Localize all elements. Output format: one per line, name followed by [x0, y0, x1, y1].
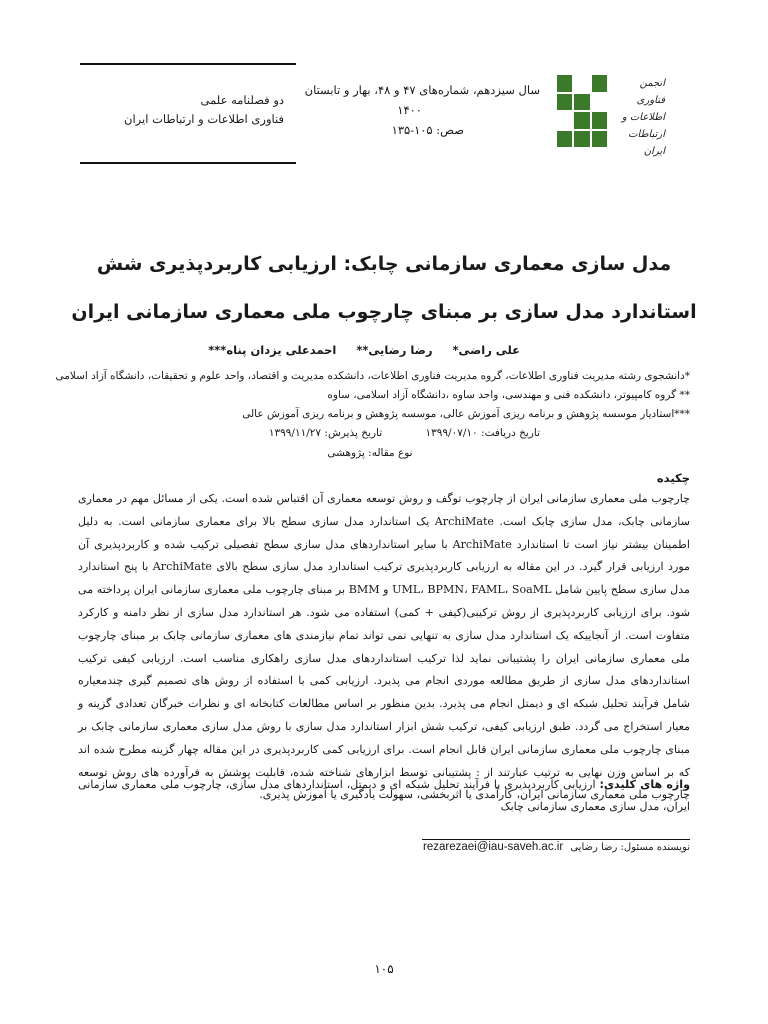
author-3: احمدعلی یزدان پناه*** — [208, 343, 337, 357]
logo-grid-icon — [557, 75, 607, 147]
affiliation-3: ***استادیار موسسه پژوهش و برنامه ریزی آموزش عالی، موسسه پژوهش و برنامه ریزی آموزش عالی — [242, 408, 690, 420]
corresponding-author-label: نویسنده مسئول: رضا رضایی — [570, 842, 690, 853]
author-1: علی راضی* — [452, 343, 520, 357]
issue-info — [300, 80, 540, 140]
affiliation-1: *دانشجوی رشته مدیریت فناوری اطلاعات، گروه مدیریت فناوری اطلاعات، دانشکده مدیریت و اقتصاد، واحد علوم و تحقیقات، دانشگاه آزاد اسلامی — [55, 370, 690, 382]
journal-type: دو فصلنامه علمی — [200, 93, 284, 107]
issue-year: ۱۴۰۰ — [397, 103, 422, 117]
keywords-label: واژه های کلیدی: — [599, 778, 691, 791]
received-date: تاریخ دریافت: ۱۳۹۹/۰۷/۱۰ — [425, 427, 540, 439]
page-number: ۱۰۵ — [374, 962, 394, 976]
page-range: صص: ۱۰۵-۱۳۵ — [391, 123, 464, 137]
footnote-rule — [422, 839, 690, 840]
journal-name: فناوری اطلاعات و ارتباطات ایران — [124, 112, 284, 126]
issue-line: سال سیزدهم، شماره‌های ۴۷ و ۴۸، بهار و تابستان — [304, 83, 540, 97]
keywords — [78, 774, 690, 818]
abstract-heading: چکیده — [656, 471, 690, 485]
author-list — [80, 343, 520, 357]
abstract-text: چارچوب ملی معماری سازمانی ایران از چارچوب توگف و روش توسعه معماری آن اقتباس شده است. یکی از مسائل مهم در معماری سازمانی چابک، مدل سازی چابک است. ArchiMate یک استاندارد مدل سازی سطح بالا برای معماری سازمانی است. به دلیل اطمینان بیشتر نیاز است تا استاندارد ArchiMate با سایر استانداردهای مدل سازی سطح تفصیلی ترکیب شده و کاربردپذیری آن مورد ارزیابی قرار گیرد. در این مقاله به ارزیابی کاربردپذیری ترکیب استاندارد مدل سازی سطح بالای ArchiMate با پنج استاندارد مدل سازی سطح پایین شامل UML، BPMN، FAML، SoaML و BMM بر مبنای چارچوب ملی معماری سازمانی ایران پرداخته می شود. برای ارزیابی کاربردپذیری از روش ترکیبی(کیفی + کمی) استفاده می شود. هر استاندارد مدل سازی از نظر دامنه و کارکرد متفاوت است. از آنجاییکه یک استاندارد مدل سازی به تنهایی نمی تواند تمام نیازمندی های معماری سازمانی چابک بر مبنای چارچوب ملی معماری سازمانی ایران را پشتیبانی نماید لذا ترکیب استانداردهای مدل سازی راهکاری مناسب است. ارزیابی کیفی ترکیب استانداردهای مدل سازی از طریق مطالعه موردی انجام می پذیرد. ارزیابی کمی با استفاده از روش های تصمیم گیری چندمعیاره شامل فرآیند تحلیل شبکه ای و دیمتل انجام می پذیرد. بدین منظور بر اساس مطالعات کتابخانه ای و نظرات خبرگان تعدادی گزینه و معیار استخراج می گردد. طبق ارزیابی کیفی، ترکیب شش ابزار استاندارد مدل سازی با روش مدل سازی معماری سازمانی چابک بر مبنای چارچوب ملی معماری سازمانی ایران قابل انجام است. برای ارزیابی کمی کاربردپذیری در این مقاله چهار گزینه مطرح شده اند که بر اساس وزن نهایی به ترتیب عبارتند از : پشتیبانی توسط ابزارهای شناخته شده، قابلیت پوشش به فرآورده های روش توسعه چارچوب ملی معماری سازمانی ایران، کارآمدی یا اثربخشی، سهولت یادگیری یا آموزش پذیری. — [78, 492, 690, 802]
accepted-date: تاریخ پذیرش: ۱۳۹۹/۱۱/۲۷ — [268, 427, 383, 439]
affiliation-2: ** گروه کامپیوتر، دانشکده فنی و مهندسی، واحد ساوه ،دانشگاه آزاد اسلامی، ساوه — [327, 389, 690, 401]
corresponding-author — [330, 841, 690, 853]
paper-title — [60, 240, 708, 336]
keywords-text: ارزیابی کاربردپذیری با فرآیند تحلیل شبکه ای و دیمتل، استانداردهای مدل سازی، چارچوب ملی معماری سازمانی ایران، مدل سازی معماری سازمانی چابک — [78, 778, 690, 813]
logo-wordmark: انجمن فناوری اطلاعات و ارتباطات ایران — [621, 78, 665, 157]
title-line-1: مدل سازی معماری سازمانی چابک: ارزیابی کاربردپذیری شش — [96, 253, 672, 275]
submission-dates — [200, 427, 540, 439]
society-logo — [557, 75, 665, 157]
author-2: رضا رضایی** — [356, 343, 433, 357]
author-email[interactable]: rezarezaei@iau-saveh.ac.ir — [423, 841, 564, 853]
title-line-2: استاندارد مدل سازی بر مبنای چارچوب ملی معماری سازمانی ایران — [71, 301, 697, 323]
paper-type: نوع مقاله: پژوهشی — [327, 447, 413, 459]
journal-header-box — [80, 63, 296, 164]
